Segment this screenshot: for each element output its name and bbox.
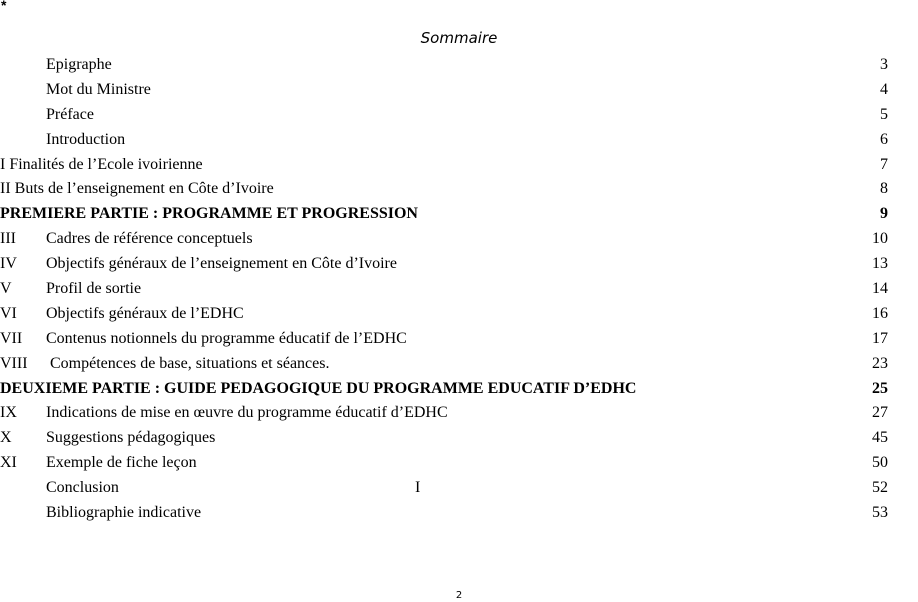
- toc-label: Mot du Ministre: [46, 80, 151, 98]
- toc-label: Exemple de fiche leçon: [46, 454, 197, 472]
- toc-roman-numeral: III: [0, 230, 16, 248]
- toc-page-number: 23: [872, 354, 888, 372]
- toc-row-premiere-partie: [0, 202, 918, 227]
- table-of-contents: [0, 53, 918, 526]
- toc-label: Introduction: [46, 130, 126, 148]
- toc-roman-numeral: VI: [0, 304, 17, 322]
- toc-roman-numeral: IX: [0, 404, 17, 422]
- bullet-marker: *: [1, 0, 7, 13]
- toc-label: Epigraphe: [46, 56, 112, 73]
- toc-label: I Finalités de l’Ecole ivoirienne: [0, 155, 203, 173]
- toc-page-number: 16: [872, 304, 888, 322]
- toc-page-number: 8: [880, 180, 888, 198]
- toc-page-number: 13: [872, 255, 888, 273]
- toc-label: Profil de sortie: [46, 280, 142, 298]
- toc-row-contenus: [0, 327, 918, 352]
- stray-character: I: [415, 479, 421, 497]
- toc-page-number: 27: [872, 404, 888, 422]
- toc-row-exemple: [0, 451, 918, 476]
- toc-roman-numeral: X: [0, 429, 12, 447]
- toc-label: Compétences de base, situations et séances.: [50, 354, 330, 372]
- toc-roman-numeral: VII: [0, 329, 23, 347]
- toc-label: Bibliographie indicative: [46, 504, 202, 522]
- toc-row-epigraphe: [0, 53, 918, 78]
- toc-page-number: 14: [872, 280, 888, 298]
- toc-roman-numeral: XI: [0, 454, 17, 472]
- toc-label: Préface: [46, 105, 94, 123]
- toc-row-conclusion: [0, 476, 918, 501]
- toc-page-number: 3: [880, 56, 888, 73]
- toc-label: Cadres de référence conceptuels: [46, 230, 253, 248]
- toc-label: Objectifs généraux de l’EDHC: [46, 304, 244, 322]
- toc-page-number: 5: [880, 105, 888, 123]
- toc-row-suggestions: [0, 426, 918, 451]
- toc-label: II Buts de l’enseignement en Côte d’Ivoire: [0, 180, 274, 198]
- page-title: Sommaire: [420, 29, 498, 47]
- toc-page-number: 50: [872, 454, 888, 472]
- toc-label: Contenus notionnels du programme éducatif de l’EDHC: [46, 329, 407, 347]
- toc-row-buts: [0, 177, 918, 202]
- toc-row-indications: [0, 401, 918, 426]
- footer-page-number: 2: [455, 590, 463, 601]
- toc-page-number: 25: [872, 379, 888, 397]
- toc-label: Conclusion: [46, 479, 119, 497]
- toc-row-competences: [0, 352, 918, 377]
- toc-page-number: 9: [880, 205, 888, 223]
- toc-row-objectifs-enseignement: [0, 252, 918, 277]
- toc-row-cadres: [0, 227, 918, 252]
- toc-label: Indications de mise en œuvre du programme éducatif d’EDHC: [46, 404, 448, 422]
- toc-row-bibliographie: [0, 501, 918, 526]
- toc-section-heading: PREMIERE PARTIE : PROGRAMME ET PROGRESSION: [0, 205, 418, 223]
- toc-page-number: 4: [880, 80, 888, 98]
- toc-label: Objectifs généraux de l’enseignement en Côte d’Ivoire: [46, 255, 397, 273]
- toc-row-preface: [0, 103, 918, 128]
- toc-label: Suggestions pédagogiques: [46, 429, 216, 447]
- toc-page-number: 17: [872, 329, 888, 347]
- toc-row-profil: [0, 277, 918, 302]
- toc-roman-numeral: V: [0, 280, 12, 298]
- toc-row-mot-du-ministre: [0, 78, 918, 103]
- toc-page-number: 45: [872, 429, 888, 447]
- toc-row-finalites: [0, 153, 918, 178]
- toc-page-number: 7: [880, 155, 888, 173]
- toc-roman-numeral: VIII: [0, 354, 28, 372]
- toc-row-introduction: [0, 128, 918, 153]
- toc-roman-numeral: IV: [0, 255, 17, 273]
- toc-page-number: 10: [872, 230, 888, 248]
- toc-section-heading: DEUXIEME PARTIE : GUIDE PEDAGOGIQUE DU PROGRAMME EDUCATIF D’EDHC: [0, 379, 637, 397]
- toc-row-objectifs-edhc: [0, 302, 918, 327]
- toc-page-number: 53: [872, 504, 888, 522]
- toc-page-number: 6: [880, 130, 888, 148]
- toc-row-deuxieme-partie: [0, 377, 918, 402]
- toc-page-number: 52: [872, 479, 888, 497]
